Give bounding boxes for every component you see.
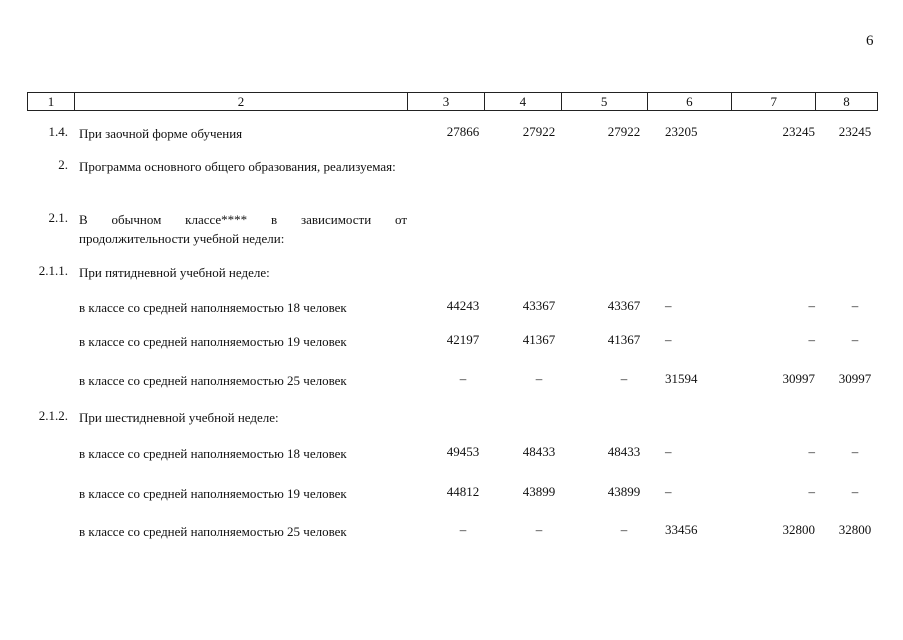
value-col-3: 49453 xyxy=(446,444,480,459)
header-col-5: 5 xyxy=(562,93,648,110)
header-col-4: 4 xyxy=(485,93,562,110)
row-number: 2.1. xyxy=(48,210,68,225)
header-col-2: 2 xyxy=(75,93,408,110)
value-col-3: 27866 xyxy=(446,124,480,139)
value-col-3: – xyxy=(459,371,467,386)
value-col-5: 41367 xyxy=(607,332,641,347)
value-col-7: – xyxy=(808,298,815,313)
header-col-1: 1 xyxy=(28,93,75,110)
value-col-8: – xyxy=(851,484,859,499)
value-col-7: 32800 xyxy=(782,522,815,537)
value-col-8: 32800 xyxy=(838,522,872,537)
value-col-7: – xyxy=(808,332,815,347)
row-label: При заочной форме обучения xyxy=(79,126,243,141)
value-col-5: 48433 xyxy=(607,444,641,459)
header-col-8: 8 xyxy=(843,93,850,109)
page-number: 6 xyxy=(866,33,874,49)
row-number: 2.1.2. xyxy=(38,408,68,423)
row-label: в классе со средней наполняемостью 19 человек xyxy=(79,486,347,501)
row-label: При шестидневной учебной неделе: xyxy=(79,410,279,425)
value-col-7: 23245 xyxy=(782,124,815,139)
value-col-4: – xyxy=(535,522,543,537)
value-col-5: – xyxy=(620,371,628,386)
value-col-4: 48433 xyxy=(522,444,556,459)
value-col-5: 43899 xyxy=(607,484,641,499)
value-col-6: 33456 xyxy=(665,522,698,537)
value-col-6: 31594 xyxy=(665,371,698,386)
row-number: 2. xyxy=(58,157,68,172)
value-col-8: – xyxy=(851,444,859,459)
header-col-3: 3 xyxy=(408,93,485,110)
value-col-8: – xyxy=(851,332,859,347)
value-col-6: – xyxy=(665,444,672,459)
value-col-3: 44812 xyxy=(446,484,480,499)
value-col-8: 30997 xyxy=(838,371,872,386)
row-label: в классе со средней наполняемостью 18 человек xyxy=(79,446,347,461)
value-col-4: 27922 xyxy=(522,124,556,139)
value-col-7: – xyxy=(808,444,815,459)
value-col-6: – xyxy=(665,484,672,499)
value-col-4: – xyxy=(535,371,543,386)
row-label: в классе со средней наполняемостью 18 человек xyxy=(79,300,347,315)
value-col-7: 30997 xyxy=(782,371,815,386)
value-col-8: 23245 xyxy=(838,124,872,139)
value-col-6: – xyxy=(665,298,672,313)
value-col-6: – xyxy=(665,332,672,347)
value-col-4: 43899 xyxy=(522,484,556,499)
table-header-row xyxy=(27,92,878,111)
value-col-8: – xyxy=(851,298,859,313)
row-label: в классе со средней наполняемостью 25 человек xyxy=(79,524,347,539)
row-label: в классе со средней наполняемостью 19 человек xyxy=(79,334,347,349)
row-label: При пятидневной учебной неделе: xyxy=(79,265,270,280)
row-label: в классе со средней наполняемостью 25 человек xyxy=(79,373,347,388)
value-col-5: 27922 xyxy=(607,124,641,139)
row-number: 2.1.1. xyxy=(38,263,68,278)
value-col-5: 43367 xyxy=(607,298,641,313)
value-col-7: – xyxy=(808,484,815,499)
value-col-5: – xyxy=(620,522,628,537)
row-label: Программа основного общего образования, реализуемая: xyxy=(79,159,396,174)
row-label: В обычном классе**** в зависимости от продолжительности учебной недели: xyxy=(79,212,407,246)
value-col-6: 23205 xyxy=(665,124,698,139)
value-col-3: 42197 xyxy=(446,332,480,347)
value-col-3: 44243 xyxy=(446,298,480,313)
value-col-4: 41367 xyxy=(522,332,556,347)
header-col-7: 7 xyxy=(732,93,816,110)
value-col-4: 43367 xyxy=(522,298,556,313)
value-col-3: – xyxy=(459,522,467,537)
header-col-6: 6 xyxy=(648,93,733,110)
row-number: 1.4. xyxy=(48,124,68,139)
